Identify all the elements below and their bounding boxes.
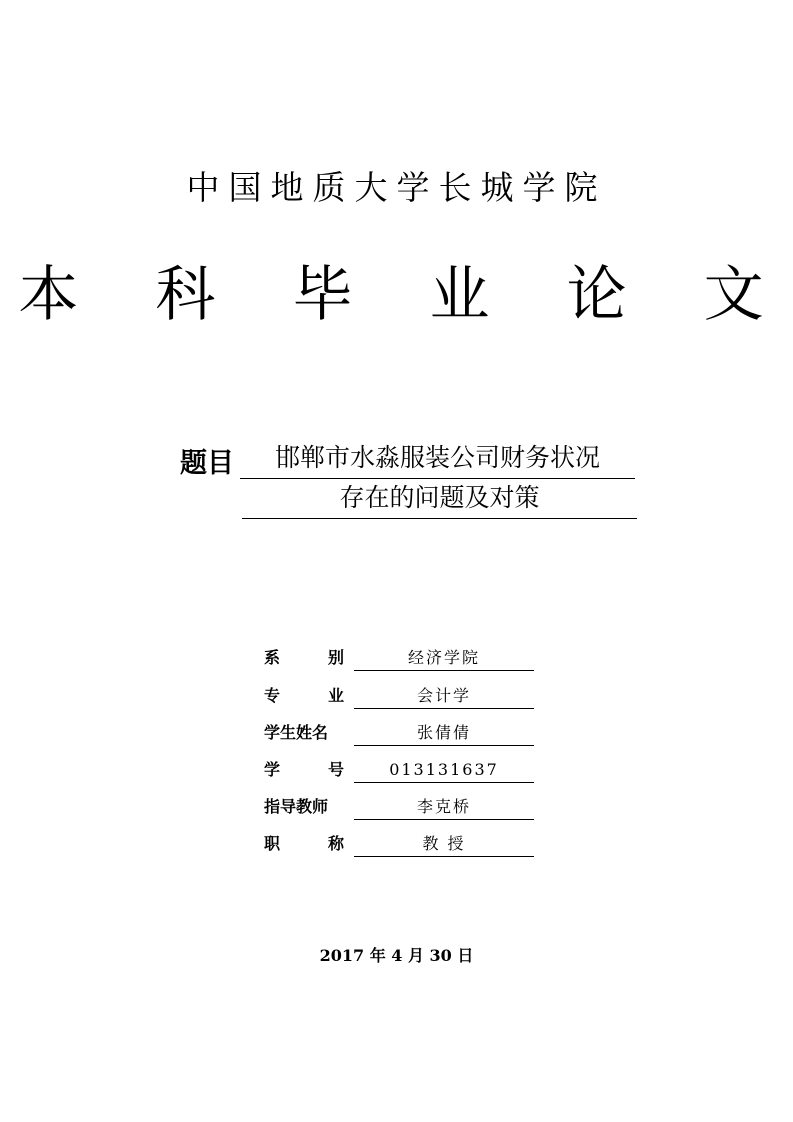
- school-name: 中国地质大学长城学院: [186, 168, 607, 207]
- info-label: 专 业: [264, 686, 345, 705]
- thesis-title-label: 题目: [180, 448, 234, 479]
- thesis-title-line-1: 邯郸市水淼服装公司财务状况: [240, 438, 635, 479]
- info-label: 职 称: [264, 834, 345, 853]
- info-value: 李克桥: [354, 794, 534, 820]
- info-value: 经济学院: [354, 645, 534, 671]
- document-type-heading: 本 科 毕 业 论 文: [18, 260, 793, 330]
- thesis-title-line-2: 存在的问题及对策: [242, 478, 637, 519]
- info-label: 学生姓名: [264, 723, 329, 742]
- submission-date: 2017 年 4 月 30 日: [319, 946, 474, 965]
- info-value: 张倩倩: [354, 720, 534, 746]
- info-label: 指导教师: [264, 797, 329, 816]
- info-label: 学 号: [264, 760, 345, 779]
- info-label: 系 别: [264, 648, 345, 667]
- info-value: 013131637: [354, 757, 534, 783]
- info-value: 教 授: [354, 831, 534, 857]
- info-value: 会计学: [354, 683, 534, 709]
